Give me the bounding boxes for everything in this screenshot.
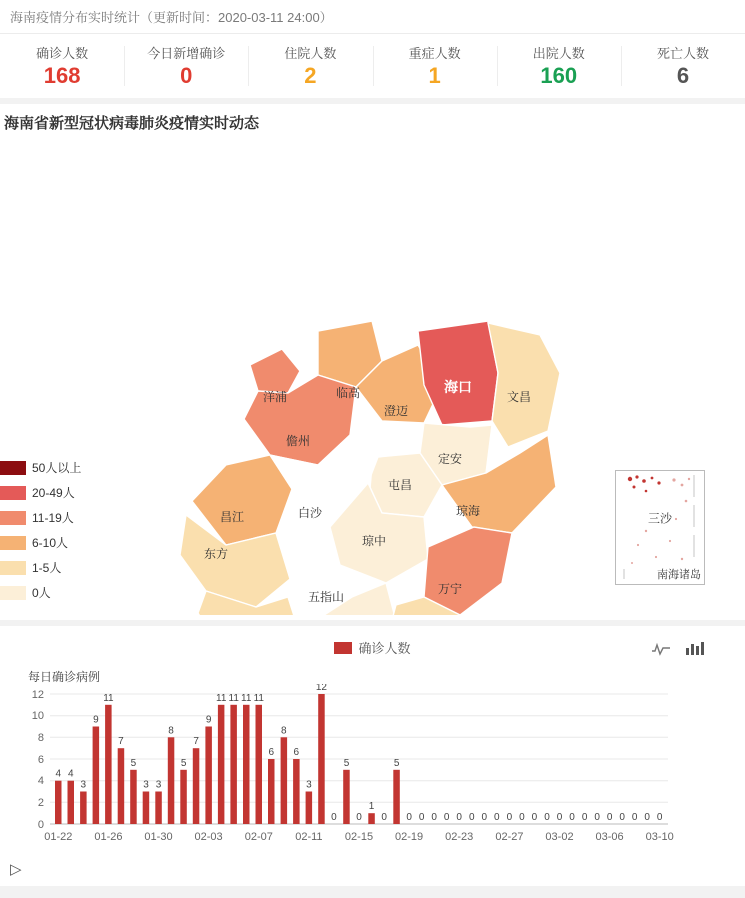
chart-plot-area xyxy=(0,684,745,884)
bar[interactable] xyxy=(343,770,350,824)
region-label-changjiang: 昌江 xyxy=(219,510,245,524)
legend-item xyxy=(0,530,81,555)
legend-swatch xyxy=(0,511,26,525)
legend-swatch xyxy=(0,486,26,500)
x-axis-tick-label: 03-02 xyxy=(545,831,574,843)
svg-text:6: 6 xyxy=(37,754,44,766)
region-label-wuzhishan: 五指山 xyxy=(307,590,345,604)
page-title: 海南疫情分布实时统计（更新时间：2020-03-11 24:00） xyxy=(10,10,333,25)
x-axis-tick-label: 02-03 xyxy=(194,831,223,843)
x-axis-tick-label: 02-23 xyxy=(445,831,474,843)
bar-value-label: 0 xyxy=(594,812,600,823)
stat-value: 2 xyxy=(304,63,317,89)
svg-text:8: 8 xyxy=(37,732,44,744)
svg-text:10: 10 xyxy=(31,710,44,722)
daily-cases-bars[interactable] xyxy=(0,684,745,884)
bar-value-label: 0 xyxy=(406,812,412,823)
bar[interactable] xyxy=(318,694,325,824)
bar-value-label: 0 xyxy=(506,812,513,823)
bar[interactable] xyxy=(143,792,150,825)
bar-value-label: 0 xyxy=(519,812,525,823)
bar[interactable] xyxy=(130,770,137,824)
bar-value-label: 8 xyxy=(281,725,287,737)
map-section xyxy=(0,104,745,620)
legend-color-box xyxy=(334,642,352,654)
region-label-chengmai: 澄迈 xyxy=(383,404,409,418)
stat-confirmed xyxy=(0,34,124,98)
map-legend xyxy=(0,455,81,605)
region-label-qionghai: 琼海 xyxy=(455,504,481,518)
x-axis-tick-label: 02-15 xyxy=(344,831,374,843)
bar-value-label: 7 xyxy=(193,736,199,748)
bar-value-label: 5 xyxy=(393,757,400,769)
bar-value-label: 0 xyxy=(456,812,462,823)
legend-label: 6-10人 xyxy=(32,536,69,550)
bar-value-label: 0 xyxy=(619,812,625,823)
bar-value-label: 3 xyxy=(155,779,162,791)
bar[interactable] xyxy=(306,792,313,825)
legend-swatch xyxy=(0,586,26,600)
chart-legend[interactable] xyxy=(0,626,745,657)
bar[interactable] xyxy=(193,748,200,824)
region-label-wanning: 万宁 xyxy=(437,582,463,596)
bar-value-label: 5 xyxy=(180,757,187,769)
bar[interactable] xyxy=(393,770,400,824)
bar-value-label: 9 xyxy=(93,714,99,726)
bar-chart-icon[interactable] xyxy=(685,640,705,656)
legend-item xyxy=(0,580,81,605)
stat-value: 1 xyxy=(428,63,441,89)
bar-value-label: 0 xyxy=(469,812,475,823)
line-chart-icon[interactable] xyxy=(651,640,671,656)
bar[interactable] xyxy=(205,727,212,825)
bar[interactable] xyxy=(105,705,112,824)
bar-value-label: 0 xyxy=(481,812,488,823)
legend-label: 1-5人 xyxy=(32,561,62,575)
stat-label: 今日新增确诊 xyxy=(147,46,226,62)
bar-value-label: 0 xyxy=(443,812,450,823)
region-label-dingan: 定安 xyxy=(437,452,463,466)
stat-value: 160 xyxy=(540,63,578,89)
stat-deaths xyxy=(621,34,745,98)
bar-value-label: 3 xyxy=(143,779,149,791)
legend-swatch xyxy=(0,536,26,550)
bar-value-label: 11 xyxy=(216,692,227,704)
stat-hospitalized xyxy=(248,34,372,98)
bar-value-label: 3 xyxy=(80,779,87,791)
bar-value-label: 6 xyxy=(293,747,300,758)
x-axis-tick-label: 02-07 xyxy=(244,831,273,843)
chart-title: 每日确诊病例 xyxy=(28,670,101,684)
region-label-tunchang: 屯昌 xyxy=(387,478,413,492)
bar-value-label: 0 xyxy=(381,812,387,823)
stat-label: 出院人数 xyxy=(532,46,585,62)
bar-value-label: 5 xyxy=(130,757,137,769)
bar-value-label: 11 xyxy=(103,692,114,704)
x-axis-tick-label: 01-26 xyxy=(94,831,123,843)
bar-value-label: 8 xyxy=(168,725,174,737)
bar-value-label: 0 xyxy=(581,812,588,823)
bar[interactable] xyxy=(230,705,237,824)
bar-value-label: 0 xyxy=(556,812,563,823)
sansha-footer-label: 南海诸岛 xyxy=(657,569,701,581)
bar[interactable] xyxy=(180,770,187,824)
bar-value-label: 0 xyxy=(494,812,500,823)
region-label-yangpu: 洋浦 xyxy=(262,390,288,404)
x-axis-tick-label: 01-22 xyxy=(44,831,73,843)
x-axis-tick-label: 03-10 xyxy=(645,831,674,843)
legend-item xyxy=(0,455,81,480)
map-container[interactable] xyxy=(0,135,745,615)
stat-value: 6 xyxy=(676,63,690,89)
bar[interactable] xyxy=(168,737,175,824)
legend-item xyxy=(0,480,81,505)
svg-text:2: 2 xyxy=(37,797,44,809)
legend-label: 11-19人 xyxy=(32,511,74,525)
stat-new-today xyxy=(124,34,248,98)
bar-value-label: 0 xyxy=(531,812,538,823)
chart-legend-label: 确诊人数 xyxy=(358,641,411,656)
stats-bar xyxy=(0,34,745,104)
region-label-haikou: 海口 xyxy=(444,379,472,395)
legend-swatch xyxy=(0,461,26,475)
stat-label: 死亡人数 xyxy=(656,46,709,62)
region-label-wenchang: 文昌 xyxy=(506,390,532,404)
bar-value-label: 0 xyxy=(606,812,613,823)
bar[interactable] xyxy=(243,705,250,824)
legend-item xyxy=(0,505,81,530)
svg-text:0: 0 xyxy=(37,819,44,831)
bar-value-label: 1 xyxy=(368,801,375,813)
daily-cases-chart-section xyxy=(0,626,745,886)
bar-value-label: 11 xyxy=(253,692,264,704)
bar[interactable] xyxy=(218,705,225,824)
svg-text:4: 4 xyxy=(37,775,44,787)
stat-label: 住院人数 xyxy=(284,46,337,62)
bar-value-label: 4 xyxy=(68,768,74,780)
stat-value: 168 xyxy=(43,63,81,89)
bar[interactable] xyxy=(80,792,87,825)
region-label-dongfang: 东方 xyxy=(203,547,229,561)
legend-item xyxy=(0,555,81,580)
stat-label: 确诊人数 xyxy=(36,46,89,62)
bar-value-label: 0 xyxy=(544,812,550,823)
region-label-baisha: 白沙 xyxy=(297,506,323,520)
sansha-inset[interactable] xyxy=(615,470,705,585)
page-header xyxy=(0,0,745,34)
bar[interactable] xyxy=(68,781,75,824)
chart-type-toggle[interactable] xyxy=(651,640,705,656)
bar[interactable] xyxy=(256,705,263,824)
bar[interactable] xyxy=(93,727,100,825)
x-axis-tick-label: 02-11 xyxy=(295,831,323,843)
bar-value-label: 0 xyxy=(631,812,638,823)
region-label-danzhou: 儋州 xyxy=(285,434,311,448)
stat-value: 0 xyxy=(180,63,193,89)
x-axis-tick-label: 01-30 xyxy=(144,831,173,843)
stat-severe xyxy=(373,34,497,98)
region-label-lingao: 临高 xyxy=(335,386,361,400)
bar-value-label: 0 xyxy=(356,812,362,823)
bar[interactable] xyxy=(55,781,62,824)
legend-label: 50人以上 xyxy=(32,461,82,475)
bar-value-label: 0 xyxy=(431,812,437,823)
region-wenchang[interactable] xyxy=(488,323,560,447)
bar[interactable] xyxy=(155,792,162,825)
bar-value-label: 9 xyxy=(205,714,212,726)
bar-value-label: 3 xyxy=(306,779,312,791)
legend-swatch xyxy=(0,561,26,575)
bar[interactable] xyxy=(293,759,300,824)
bar-value-label: 5 xyxy=(343,757,350,769)
bar-value-label: 4 xyxy=(55,768,62,780)
sansha-label: 三沙 xyxy=(647,511,673,526)
bar-value-label: 6 xyxy=(268,747,275,758)
bar[interactable] xyxy=(118,748,125,824)
play-icon[interactable]: ▷ xyxy=(10,861,22,878)
x-axis-tick-label: 02-19 xyxy=(395,831,424,843)
region-yangpu[interactable] xyxy=(250,349,300,393)
stat-label: 重症人数 xyxy=(408,46,461,62)
bar[interactable] xyxy=(281,737,288,824)
x-axis-tick-label: 03-06 xyxy=(595,831,624,843)
bar-value-label: 11 xyxy=(228,692,239,704)
x-axis-tick-label: 02-27 xyxy=(495,831,524,843)
region-label-qiongzhong: 琼中 xyxy=(361,534,387,548)
bar-value-label: 12 xyxy=(315,684,327,693)
stat-discharged xyxy=(497,34,621,98)
bar-value-label: 11 xyxy=(241,692,252,704)
bar-value-label: 0 xyxy=(656,812,663,823)
bar-value-label: 7 xyxy=(118,736,124,748)
region-wanning[interactable] xyxy=(424,527,512,615)
bar-value-label: 0 xyxy=(569,812,575,823)
map-title: 海南省新型冠状病毒肺炎疫情实时动态 xyxy=(4,115,260,132)
legend-label: 0人 xyxy=(32,586,51,600)
bar[interactable] xyxy=(368,813,375,824)
legend-label: 20-49人 xyxy=(32,486,75,500)
bar-value-label: 0 xyxy=(644,812,650,823)
bar-value-label: 0 xyxy=(331,812,337,823)
svg-text:12: 12 xyxy=(31,689,44,701)
bar[interactable] xyxy=(268,759,275,824)
bar-value-label: 0 xyxy=(418,812,425,823)
